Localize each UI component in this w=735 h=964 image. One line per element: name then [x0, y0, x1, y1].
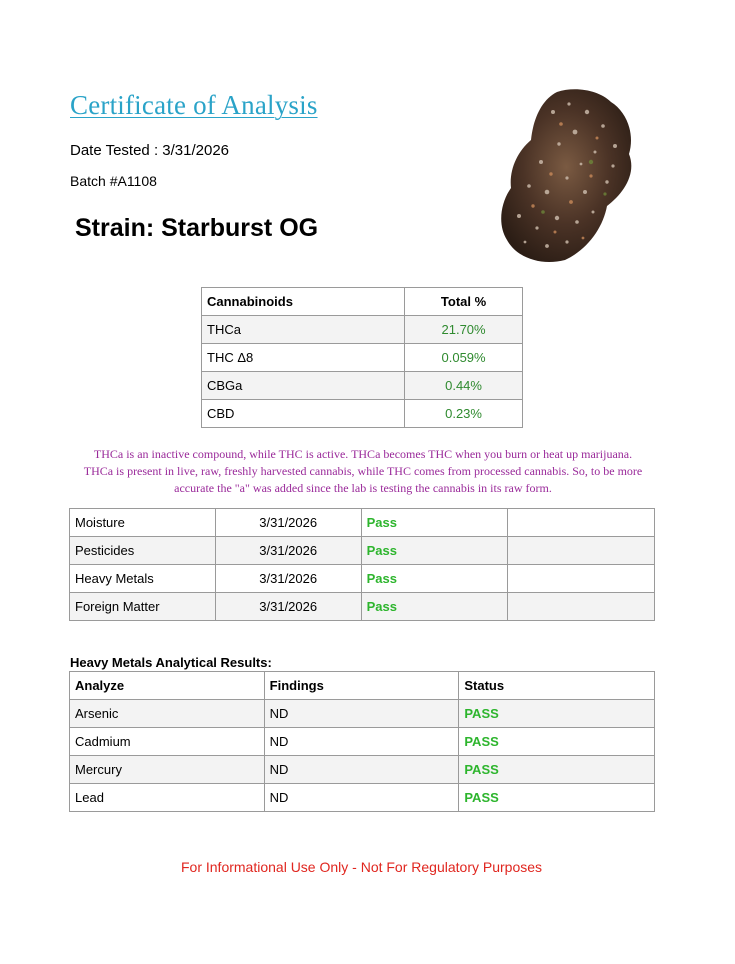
table-row: [70, 756, 655, 784]
heavy-metals-header-row: [70, 672, 655, 700]
metal-status: PASS: [459, 728, 655, 756]
page-title: Certificate of Analysis: [70, 90, 318, 120]
heavy-metals-table: [69, 671, 655, 812]
test-date: 3/31/2026: [215, 537, 361, 565]
column-header: Findings: [264, 672, 459, 700]
cannabinoid-name: CBGa: [202, 372, 405, 400]
test-date: 3/31/2026: [215, 565, 361, 593]
table-row: [70, 565, 655, 593]
date-tested: Date Tested : 3/31/2026: [70, 142, 230, 159]
metal-status: PASS: [459, 700, 655, 728]
table-row: [70, 700, 655, 728]
column-header: Total %: [405, 288, 523, 316]
test-notes: [508, 509, 655, 537]
batch-number: Batch #A1108: [70, 173, 157, 189]
note-line: THCa is an inactive compound, while THC is active. THCa becomes THC when you burn or heat up marijuana.: [93, 447, 633, 461]
heavy-metals-heading: Heavy Metals Analytical Results:: [70, 655, 272, 670]
cannabinoid-percent: 0.059%: [405, 344, 523, 372]
cannabinoid-name: THC Δ8: [202, 344, 405, 372]
table-row: [202, 344, 523, 372]
cannabinoid-name: THCa: [202, 316, 405, 344]
cannabis-bud-image: [495, 82, 645, 267]
thca-note: [60, 446, 666, 497]
note-line: accurate the "a" was added since the lab is testing the cannabis in its raw form.: [174, 481, 552, 495]
cannabinoids-header-row: [202, 288, 523, 316]
cannabinoid-percent: 0.23%: [405, 400, 523, 428]
metal-status: PASS: [459, 784, 655, 812]
strain-name: Strain: Starburst OG: [75, 214, 319, 242]
test-name: Heavy Metals: [70, 565, 216, 593]
test-name: Moisture: [70, 509, 216, 537]
table-row: [202, 400, 523, 428]
test-result: Pass: [361, 565, 508, 593]
test-result: Pass: [361, 593, 508, 621]
metal-finding: ND: [264, 728, 459, 756]
column-header: Analyze: [70, 672, 265, 700]
cannabinoid-percent: 0.44%: [405, 372, 523, 400]
metal-status: PASS: [459, 756, 655, 784]
test-name: Pesticides: [70, 537, 216, 565]
test-date: 3/31/2026: [215, 593, 361, 621]
table-row: [70, 509, 655, 537]
metal-name: Cadmium: [70, 728, 265, 756]
test-notes: [508, 593, 655, 621]
table-row: [70, 728, 655, 756]
test-result: Pass: [361, 537, 508, 565]
metal-finding: ND: [264, 784, 459, 812]
table-row: [70, 537, 655, 565]
column-header: Cannabinoids: [202, 288, 405, 316]
test-result: Pass: [361, 509, 508, 537]
test-notes: [508, 565, 655, 593]
test-name: Foreign Matter: [70, 593, 216, 621]
table-row: [70, 784, 655, 812]
test-date: 3/31/2026: [215, 509, 361, 537]
test-notes: [508, 537, 655, 565]
cannabinoid-percent: 21.70%: [405, 316, 523, 344]
table-row: [70, 593, 655, 621]
disclaimer: For Informational Use Only - Not For Regulatory Purposes: [180, 859, 543, 875]
metal-finding: ND: [264, 700, 459, 728]
column-header: Status: [459, 672, 655, 700]
cannabinoid-name: CBD: [202, 400, 405, 428]
note-line: THCa is present in live, raw, freshly harvested cannabis, while THC comes from processed cannabis. So, to be more: [83, 464, 643, 478]
metal-name: Lead: [70, 784, 265, 812]
table-row: [202, 372, 523, 400]
table-row: [202, 316, 523, 344]
metal-name: Arsenic: [70, 700, 265, 728]
tests-table: [69, 508, 655, 621]
cannabinoids-table: [201, 287, 523, 428]
metal-name: Mercury: [70, 756, 265, 784]
metal-finding: ND: [264, 756, 459, 784]
